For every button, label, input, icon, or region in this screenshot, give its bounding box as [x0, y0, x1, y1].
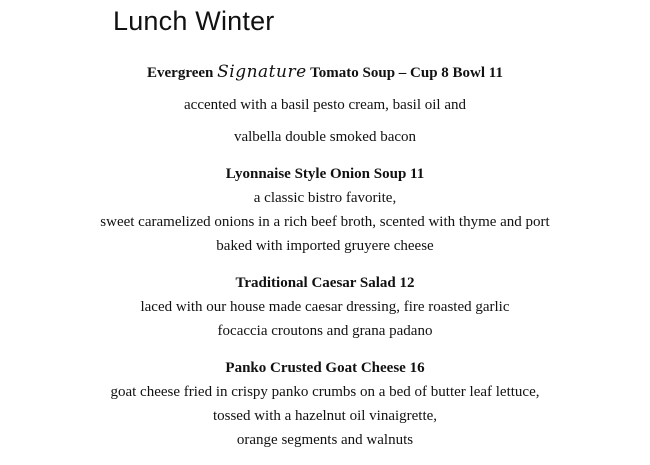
- item-description-line: laced with our house made caesar dressing, fire roasted garlic: [140, 299, 510, 315]
- item-description-line: valbella double smoked bacon: [233, 129, 417, 145]
- item-title: [0, 60, 650, 85]
- item-description-line: goat cheese fried in crispy panko crumbs on a bed of butter leaf lettuce,: [110, 384, 540, 400]
- item-title-suffix: Tomato Soup – Cup 8 Bowl 11: [310, 65, 503, 81]
- item-description-line: a classic bistro favorite,: [253, 190, 397, 206]
- item-title: Traditional Caesar Salad 12: [235, 275, 415, 291]
- menu-item-goat-cheese: [0, 356, 650, 452]
- item-title: Lyonnaise Style Onion Soup 11: [225, 166, 425, 182]
- page-title: Lunch Winter: [113, 6, 275, 36]
- item-description-line: orange segments and walnuts: [236, 432, 414, 448]
- item-title: Panko Crusted Goat Cheese 16: [225, 360, 425, 376]
- item-title-prefix: Evergreen: [147, 65, 214, 81]
- menu-item-caesar-salad: [0, 271, 650, 343]
- item-description-line: sweet caramelized onions in a rich beef broth, scented with thyme and port: [100, 214, 550, 230]
- menu-item-onion-soup: [0, 162, 650, 258]
- item-description-line: accented with a basil pesto cream, basil oil and: [184, 97, 466, 113]
- signature-script: Signature: [217, 62, 307, 82]
- item-description-line: baked with imported gruyere cheese: [216, 238, 434, 254]
- item-description-line: focaccia croutons and grana padano: [217, 323, 433, 339]
- menu-item-tomato-soup: [0, 60, 650, 149]
- menu-list: [0, 60, 650, 465]
- item-description-line: tossed with a hazelnut oil vinaigrette,: [212, 408, 438, 424]
